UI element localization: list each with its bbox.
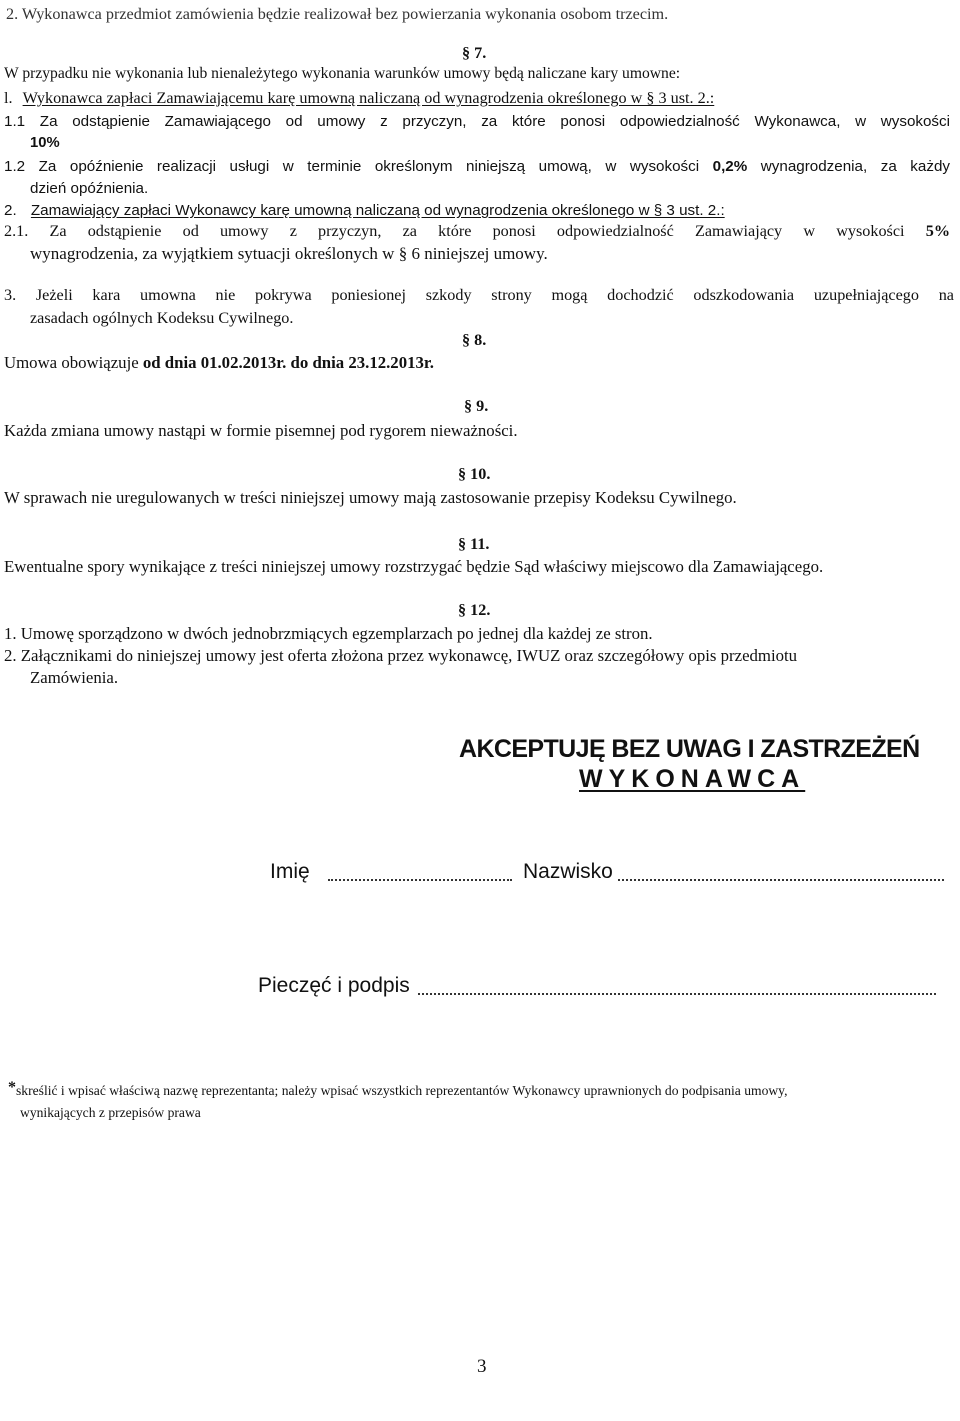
section-7-p12-text-a: 1.2 Za opóźnienie realizacji usługi w terminie określonym niniejszą umową, w wysokości (4, 158, 713, 175)
section-7-p1-number: l. (4, 89, 13, 107)
stamp-signature-label: Pieczęć i podpis (258, 974, 410, 997)
section-11-text: Ewentualne spory wynikające z treści niniejszej umowy rozstrzygać będzie Sąd właściwy miejscowo dla Zamawiającego. (4, 557, 824, 576)
section-9-heading: § 9. (464, 397, 489, 415)
section-12-heading: § 12. (458, 601, 491, 619)
section-8-text-a: Umowa obowiązuje (4, 353, 143, 372)
last-name-label: Nazwisko (523, 860, 613, 883)
section-8-heading: § 8. (462, 331, 487, 349)
section-7-p21-line1 (4, 222, 950, 241)
section-7-p12-text-c: wynagrodzenia, za każdy (747, 158, 950, 175)
section-7-p2-text: Zamawiający zapłaci Wykonawcy karę umowną naliczaną od wynagrodzenia określonego w § 3 ust. 2.: (30, 202, 725, 219)
section-7-p1-text: Wykonawca zapłaci Zamawiającemu karę umowną naliczaną od wynagrodzenia określonego w § 3 ust. 2.: (22, 89, 715, 107)
footnote-star: * (8, 1079, 16, 1096)
section-10-text: W sprawach nie uregulowanych w treści niniejszej umowy mają zastosowanie przepisy Kodeksu Cywilnego. (4, 488, 737, 507)
first-name-field[interactable] (328, 879, 512, 881)
section-7-intro: W przypadku nie wykonania lub nienależytego wykonania warunków umowy będą naliczane kary umowne: (4, 65, 681, 82)
section-7-p12-line2: dzień opóźnienia. (30, 180, 149, 197)
last-name-field[interactable] (618, 879, 944, 881)
section-10-heading: § 10. (458, 465, 491, 483)
section-7-p12-rate: 0,2% (712, 158, 748, 175)
section-12-p1: 1. Umowę sporządzono w dwóch jednobrzmiących egzemplarzach po jednej dla każdej ze stron. (4, 624, 653, 643)
section-7-p11-line1: 1.1 Za odstąpienie Zamawiającego od umowy z przyczyn, za które ponosi odpowiedzialność Wykonawca, w wysokości (4, 113, 950, 130)
contractor-heading: WYKONAWCA (579, 765, 806, 793)
section-7-heading: § 7. (462, 44, 487, 62)
section-7-p3-line2: zasadach ogólnych Kodeksu Cywilnego. (30, 309, 294, 327)
section-8-dates: od dnia 01.02.2013r. do dnia 23.12.2013r. (142, 353, 434, 372)
section-7-p3-line1: 3. Jeżeli kara umowna nie pokrywa poniesionej szkody strony mogą dochodzić odszkodowania uzupełniającego na (4, 286, 954, 304)
section-9-text: Każda zmiana umowy nastąpi w formie pisemnej pod rygorem nieważności. (4, 421, 518, 440)
section-7-p11-line2: 10% (30, 135, 60, 151)
section-7-p2 (4, 201, 725, 220)
section-11-heading: § 11. (458, 535, 490, 553)
section-7-p2-number: 2. (4, 202, 17, 219)
first-name-label: Imię (270, 860, 310, 883)
section-12-p2-line2: Zamówienia. (30, 668, 119, 687)
section-7-p21-line2: wynagrodzenia, za wyjątkiem sytuacji określonych w § 6 niniejszej umowy. (30, 244, 548, 263)
footnote-text-1: skreślić i wpisać właściwą nazwę reprezentanta; należy wpisać wszystkich reprezentantów Wykonawcy uprawnionych do podpisania umowy, (16, 1083, 788, 1098)
section-7-p21-rate: 5% (925, 222, 950, 240)
section-12-p2-line1: 2. Załącznikami do niniejszej umowy jest oferta złożona przez wykonawcę, IWUZ oraz szczegółowy opis przedmiotu (4, 646, 798, 665)
page-number: 3 (477, 1356, 487, 1377)
section-8-text (4, 353, 434, 372)
section-7-p21-text-a: 2.1. Za odstąpienie od umowy z przyczyn, za które ponosi odpowiedzialność Zamawiający w wysokości (4, 222, 926, 240)
section-7-p1 (4, 89, 714, 108)
footnote-line1 (8, 1079, 788, 1100)
top-line: 2. Wykonawca przedmiot zamówienia będzie realizował bez powierzania wykonania osobom trzecim. (6, 5, 669, 23)
stamp-signature-field[interactable] (418, 993, 936, 995)
footnote-line2: wynikających z przepisów prawa (20, 1105, 201, 1120)
section-7-p12-line1 (4, 157, 950, 176)
acceptance-title: AKCEPTUJĘ BEZ UWAG I ZASTRZEŻEŃ (459, 735, 920, 763)
